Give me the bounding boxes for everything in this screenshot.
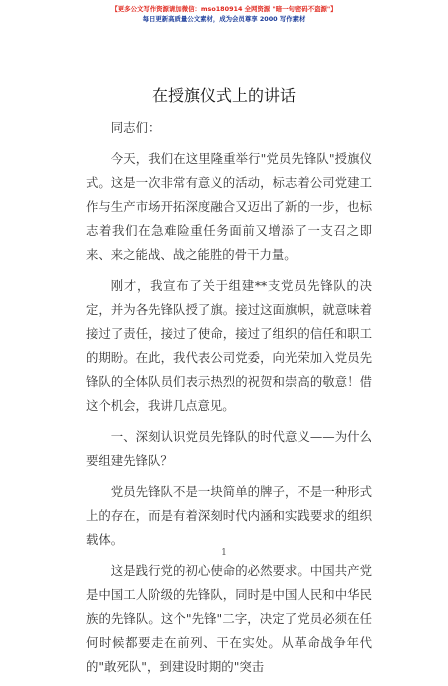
promo-banner-line-1: 【更多公文写作资源请加微信：mso180914 全网资源 "暗一句密码不盗源"】 bbox=[111, 5, 337, 13]
paragraph: 刚才，我宣布了关于组建**支党员先锋队的决定，并为各先锋队授了旗。接过这面旗帜，就意味着接过了责任，接过了使命，接过了组织的信任和职工的期盼。在此，我代表公司党委，向光荣加入党员先锋队的全体队员们表示热烈的祝贺和崇高的敬意！借这个机会，我讲几点意见。 bbox=[86, 278, 372, 413]
document-body bbox=[86, 116, 372, 686]
promo-banner bbox=[0, 4, 448, 24]
paragraph: 这是践行党的初心使命的必然要求。中国共产党是中国工人阶级的先锋队，同时是中国人民和中华民族的先锋队。这个"先锋"二字，决定了党员必须在任何时候都要走在前列、干在实处。从革命战争年代的"敢死队"，到建设时期的"突击 bbox=[86, 563, 372, 674]
document-title: 在授旗仪式上的讲话 bbox=[151, 86, 296, 105]
paragraph: 党员先锋队不是一块简单的牌子，不是一种形式上的存在，而是有着深刻时代内涵和实践要求的组织载体。 bbox=[86, 484, 372, 547]
salutation: 同志们： bbox=[110, 120, 161, 135]
page-number: 1 bbox=[221, 548, 227, 558]
promo-banner-line-2: 每日更新高质量公文素材，成为会员尊享 2000 写作素材 bbox=[142, 15, 306, 23]
section-heading: 一、深刻认识党员先锋队的时代意义——为什么要组建先锋队？ bbox=[86, 429, 372, 468]
paragraph: 今天，我们在这里隆重举行"党员先锋队"授旗仪式。这是一次非常有意义的活动，标志着公司党建工作与生产市场开拓深度融合又迈出了新的一步，也标志着我们在急难险重任务面前又增添了一支召之即来、来之能战、战之能胜的骨干力量。 bbox=[86, 151, 372, 262]
